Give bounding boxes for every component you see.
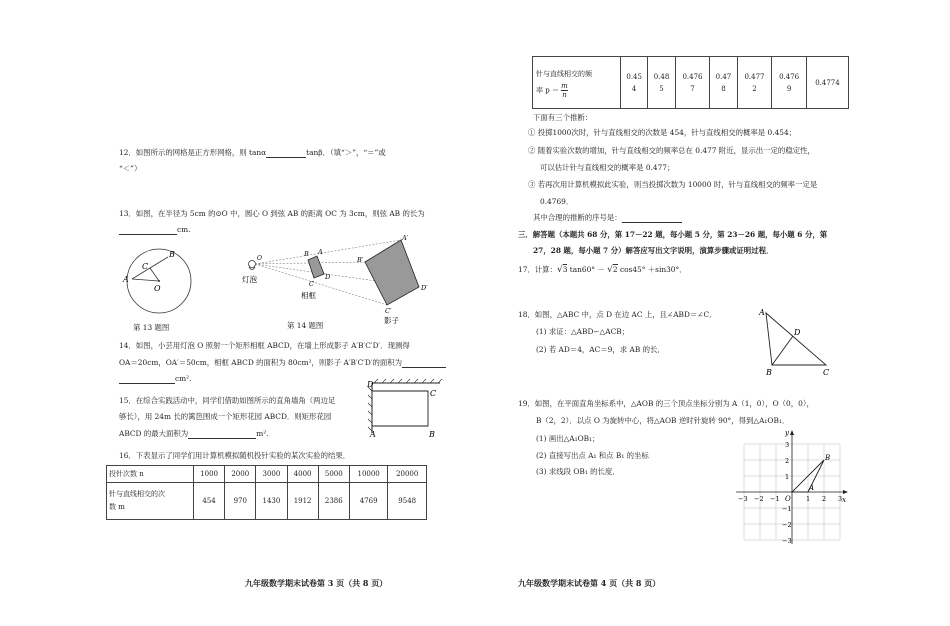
q16-table-part2: 针与直线相交的频 率 $p = \frac{m}{n}$ 0.45 4 0.48 5 0.476 7 0.47 8 0.477 2 0.476 9 0.4774 xyxy=(532,56,849,109)
q13-line2: cm. xyxy=(119,224,191,235)
q16-answer-blank[interactable] xyxy=(622,213,682,223)
q15-line2: 够长），用 24m 长的篱笆围成一个矩形花园 ABCD．则矩形花园 xyxy=(119,412,332,421)
figure-14-lamp-shadow xyxy=(238,232,438,328)
q16-statement-3b: 0.4769． xyxy=(540,197,574,206)
q18-text: 18．如图，△ABC 中，点 D 在边 AC 上，且∠ABD＝∠C． xyxy=(518,310,717,319)
svg-text:y: y xyxy=(785,429,789,437)
figure-15-wall-corner xyxy=(366,377,446,439)
svg-text:A: A xyxy=(370,430,376,439)
svg-text:B: B xyxy=(825,454,831,462)
q16-statement-2b: 可以估计针与直线相交的概率是 0.477； xyxy=(540,163,675,172)
label-o: O xyxy=(154,284,161,293)
svg-text:3: 3 xyxy=(785,441,790,449)
label-a: A xyxy=(123,275,129,284)
svg-text:2: 2 xyxy=(822,495,827,503)
svg-text:−2: −2 xyxy=(782,521,792,529)
fig13-caption: 第 13 题图 xyxy=(133,323,170,332)
section3-heading-2: 27，28 题，每小题 7 分）解答应写出文字说明，演算步骤或证明过程． xyxy=(533,246,774,255)
svg-text:x: x xyxy=(842,496,846,504)
figure-13-circle xyxy=(120,244,200,326)
q12-line2: “＜”） xyxy=(119,164,142,173)
fig14-caption: 第 14 题图 xyxy=(287,321,324,330)
q19-part2: (2) 直接写出点 A₁ 和点 B₁ 的坐标 xyxy=(536,451,649,460)
lamp-label: 灯泡 xyxy=(242,275,257,284)
svg-text:C: C xyxy=(309,280,314,288)
section3-heading-1: 三．解答题（本题共 68 分，第 17－22 题，每小题 5 分，第 23－26 题，每小题 6 分，第 xyxy=(518,230,828,239)
segment-oc xyxy=(150,268,159,281)
svg-text:−1: −1 xyxy=(782,505,792,513)
svg-text:−2: −2 xyxy=(754,495,764,503)
svg-text:B: B xyxy=(766,368,772,377)
svg-text:A′: A′ xyxy=(402,234,409,242)
label-o: O xyxy=(257,255,262,262)
shadow-label: 影子 xyxy=(384,316,399,325)
q15-line1: 15．在综合实践活动中，同学们借助如图所示的直角墙角（两边足 xyxy=(119,396,336,405)
svg-text:A: A xyxy=(759,308,765,317)
svg-text:C: C xyxy=(430,389,437,398)
svg-text:O: O xyxy=(785,495,791,503)
svg-text:1: 1 xyxy=(806,495,811,503)
segment-oa xyxy=(132,279,159,281)
svg-text:2: 2 xyxy=(785,457,790,465)
svg-text:−3: −3 xyxy=(738,495,748,503)
fence-rect xyxy=(372,391,428,426)
footer-right: 九年级数学期末试卷第 4 页（共 8 页） xyxy=(518,578,661,588)
q18-part1: (1) 求证：△ABD∽△ACB； xyxy=(536,327,630,336)
figure-19-coordinate-grid xyxy=(730,418,852,548)
q19-part1: (1) 画出△A₁OB₁； xyxy=(536,434,600,443)
q19-part3: (3) 求线段 OB₁ 的长度． xyxy=(536,467,620,476)
label-b: B xyxy=(169,250,175,259)
q16-intro: 16．下表显示了同学们用计算机模拟随机投针实验的某次实验的结果． xyxy=(119,451,351,460)
footer-left: 九年级数学期末试卷第 3 页（共 8 页） xyxy=(245,578,388,588)
q14-answer-blank-2[interactable] xyxy=(119,374,175,384)
svg-text:D: D xyxy=(794,328,801,337)
q15-line3: ABCD 的最大面积为 m². xyxy=(119,429,269,438)
svg-text:A: A xyxy=(318,248,323,256)
svg-text:D: D xyxy=(367,380,374,389)
shadow-abcd-prime xyxy=(365,240,419,305)
svg-text:−3: −3 xyxy=(782,537,792,545)
svg-text:C: C xyxy=(823,368,830,377)
q12-line1: 12．如图所示的网格是正方形网格，则 tanα tanβ．（填“＞”，“＝”或 xyxy=(119,148,386,157)
triangle-abc xyxy=(766,313,826,365)
svg-text:B: B xyxy=(429,430,435,439)
q13-answer-blank[interactable] xyxy=(119,225,177,235)
q14-line2: OA＝20cm，OA′＝50cm，相框 ABCD 的面积为 80cm²，则影子 A′B′C′D′的面积为 xyxy=(119,357,446,368)
svg-text:D′: D′ xyxy=(421,284,428,292)
lamp-icon xyxy=(249,261,256,268)
q14-answer-blank[interactable] xyxy=(402,358,446,368)
svg-text:B′: B′ xyxy=(357,256,364,264)
q16-statement-3a: ③ 若再次用计算机模拟此实验，则当投掷次数为 10000 时，针与直线相交的频率一定是 xyxy=(528,180,818,189)
q16-statement-2a: ② 随着实验次数的增加，针与直线相交的频率总在 0.477 附近，显示出一定的稳定性， xyxy=(528,146,815,155)
svg-text:C′: C′ xyxy=(385,307,392,315)
svg-text:A: A xyxy=(809,484,815,492)
q16-ask: 其中合理的推断的序号是： xyxy=(533,212,682,223)
svg-text:D: D xyxy=(325,273,331,281)
q12-answer-blank[interactable] xyxy=(266,148,306,158)
q14-line1: 14．如图，小芸用灯泡 O 照射一个矩形相框 ABCD，在墙上形成影子 A′B′C′D′．现测得 xyxy=(119,341,410,350)
q17-text: 17．计算：√3 tan60° － √2 cos45° ＋sin30°． xyxy=(518,265,687,275)
frame-label: 相框 xyxy=(301,291,316,300)
svg-text:B: B xyxy=(304,250,309,258)
svg-text:−1: −1 xyxy=(770,495,780,503)
q14-line3: cm². xyxy=(119,373,191,384)
q16-table-part1: 投针次数 n 1000 2000 3000 4000 5000 10000 20000 针与直线相交的次 数 m 454 970 1430 1912 2386 4769 9548 xyxy=(106,465,427,520)
q18-part2: (2) 若 AD＝4，AC＝9，求 AB 的长． xyxy=(536,345,665,354)
svg-text:3: 3 xyxy=(838,495,843,503)
q13-text: 13．如图，在半径为 5cm 的⊙O 中，圆心 O 到弦 AB 的距离 OC 为 3cm，则弦 AB 的长为 xyxy=(119,209,425,218)
q15-answer-blank[interactable] xyxy=(188,429,256,439)
frame-abcd xyxy=(308,256,324,278)
label-c: C xyxy=(142,262,149,271)
q16-statement-1: ① 投掷1000次时，针与直线相交的次数是 454，针与直线相交的概率是 0.454； xyxy=(528,128,797,137)
figure-18-triangle xyxy=(756,305,836,377)
q16-statement-intro: 下面有三个推断： xyxy=(533,113,593,122)
q19-line2: B（2，2）．以点 O 为旋转中心，将△AOB 逆时针旋转 90°，得到△A₁OB₁． xyxy=(536,416,790,425)
q19-line1: 19．如图，在平面直角坐标系中，△AOB 的三个顶点坐标分别为 A（1，0），O（0，0）， xyxy=(518,399,814,408)
segment-bd xyxy=(772,336,793,365)
svg-text:1: 1 xyxy=(785,473,790,481)
